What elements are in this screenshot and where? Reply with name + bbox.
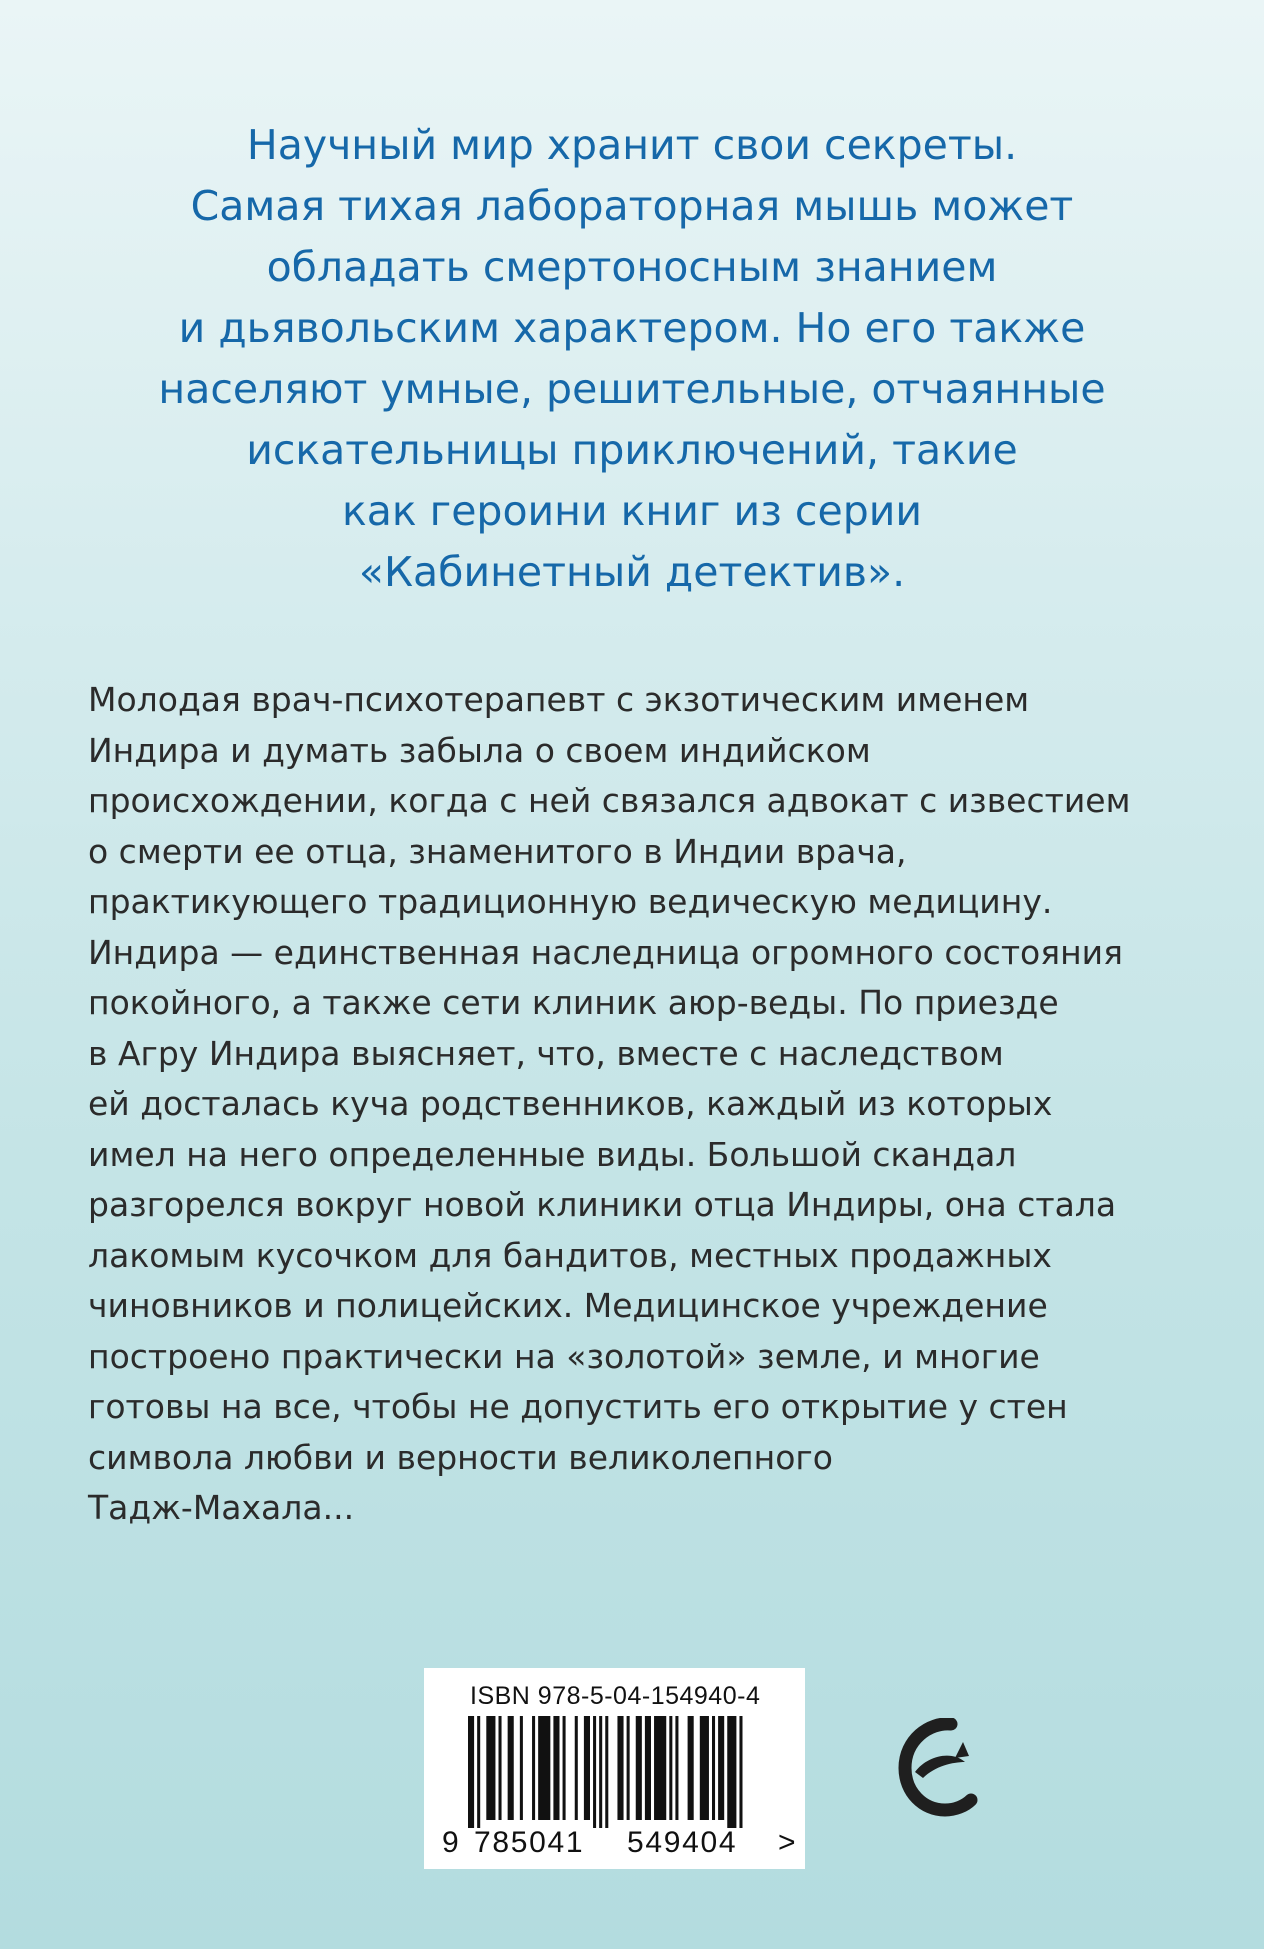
barcode-bar [739, 1716, 742, 1828]
synopsis-line: о смерти ее отца, знаменитого в Индии врача, [88, 831, 907, 871]
barcode-digits [442, 1826, 796, 1858]
synopsis-line: происхождении, когда с ней связался адвокат с известием [88, 781, 1131, 820]
synopsis-line: готовы на все, чтобы не допустить его открытие у стен [88, 1387, 1068, 1426]
tagline-line: как героини книг из серии [341, 487, 923, 535]
barcode-bar [508, 1716, 514, 1820]
synopsis-line: символа любви и верности великолепного [88, 1437, 833, 1477]
synopsis-line: Индира — единственная наследница огромного состояния [88, 932, 1123, 972]
synopsis-line: в Агру Индира выясняет, что, вместе с наследством [88, 1033, 1004, 1073]
barcode-icon [468, 1716, 798, 1828]
barcode-bar [700, 1716, 709, 1820]
barcode-bar [584, 1716, 590, 1820]
barcode-bar [599, 1716, 602, 1828]
barcode-right-group: 549404 [627, 1826, 738, 1859]
barcode-first-digit: 9 [442, 1826, 459, 1859]
tagline-line: обладать смертоносным знанием [266, 243, 998, 291]
barcode-bar [718, 1716, 724, 1820]
synopsis-line: разгорелся вокруг новой клиники отца Индиры, она стала [88, 1185, 1117, 1224]
barcode-bar [532, 1716, 535, 1820]
synopsis-line: Индира и думать забыла о своем индийском [88, 730, 871, 770]
synopsis-line: Тадж-Махала... [88, 1488, 355, 1527]
isbn-number: ISBN 978-5-04-154940-4 [470, 1682, 761, 1710]
series-tagline [60, 115, 1204, 603]
isbn-barcode-panel [424, 1668, 805, 1869]
barcode-bar [605, 1716, 608, 1828]
barcode-bar [688, 1716, 694, 1820]
synopsis-line: практикующего традиционную ведическую медицину. [88, 882, 1053, 921]
book-synopsis [88, 675, 1198, 1534]
synopsis-line: имел на него определенные виды. Большой скандал [88, 1134, 1017, 1174]
barcode-bar [654, 1716, 666, 1820]
synopsis-line: построено практически на «золотой» земле, и многие [88, 1336, 1040, 1376]
barcode-bar [669, 1716, 672, 1820]
barcode-bar [712, 1716, 715, 1820]
tagline-line: искательницы приключений, такие [246, 426, 1018, 474]
barcode-left-group: 785041 [474, 1826, 585, 1859]
tagline-line: Научный мир хранит свои секреты. [246, 121, 1018, 169]
tagline-line: Самая тихая лабораторная мышь может [190, 182, 1074, 230]
barcode-bar [520, 1716, 523, 1820]
synopsis-line: Молодая врач-психотерапевт с экзотическим именем [88, 680, 1030, 719]
barcode-bar [617, 1716, 623, 1820]
barcode-bar [486, 1716, 495, 1820]
barcode-bar [636, 1716, 642, 1820]
barcode-bar [675, 1716, 678, 1820]
barcode-bar [645, 1716, 651, 1820]
tagline-line: населяют умные, решительные, отчаянные [158, 365, 1106, 413]
barcode-bar [468, 1716, 474, 1828]
barcode-bar [563, 1716, 566, 1820]
barcode-quiet-mark: > [778, 1826, 796, 1859]
barcode-bar [575, 1716, 578, 1820]
barcode-bar [593, 1716, 596, 1828]
synopsis-line: ей досталась куча родственников, каждый из которых [88, 1084, 1053, 1123]
barcode-bar [727, 1716, 736, 1828]
barcode-bar [627, 1716, 630, 1820]
tagline-line: «Кабинетный детектив». [358, 548, 906, 596]
synopsis-line: чиновников и полицейских. Медицинское учреждение [88, 1286, 1048, 1325]
synopsis-line: покойного, а также сети клиник аюр-веды. По приезде [88, 983, 1059, 1022]
barcode-bar [538, 1716, 550, 1820]
synopsis-line: лакомым кусочком для бандитов, местных продажных [88, 1235, 1052, 1275]
barcode-bar [499, 1716, 502, 1820]
tagline-line: и дьявольским характером. Но его также [178, 304, 1086, 352]
barcode-bar [553, 1716, 559, 1820]
barcode-bar [477, 1716, 480, 1828]
publisher-logo-icon [893, 1718, 978, 1823]
